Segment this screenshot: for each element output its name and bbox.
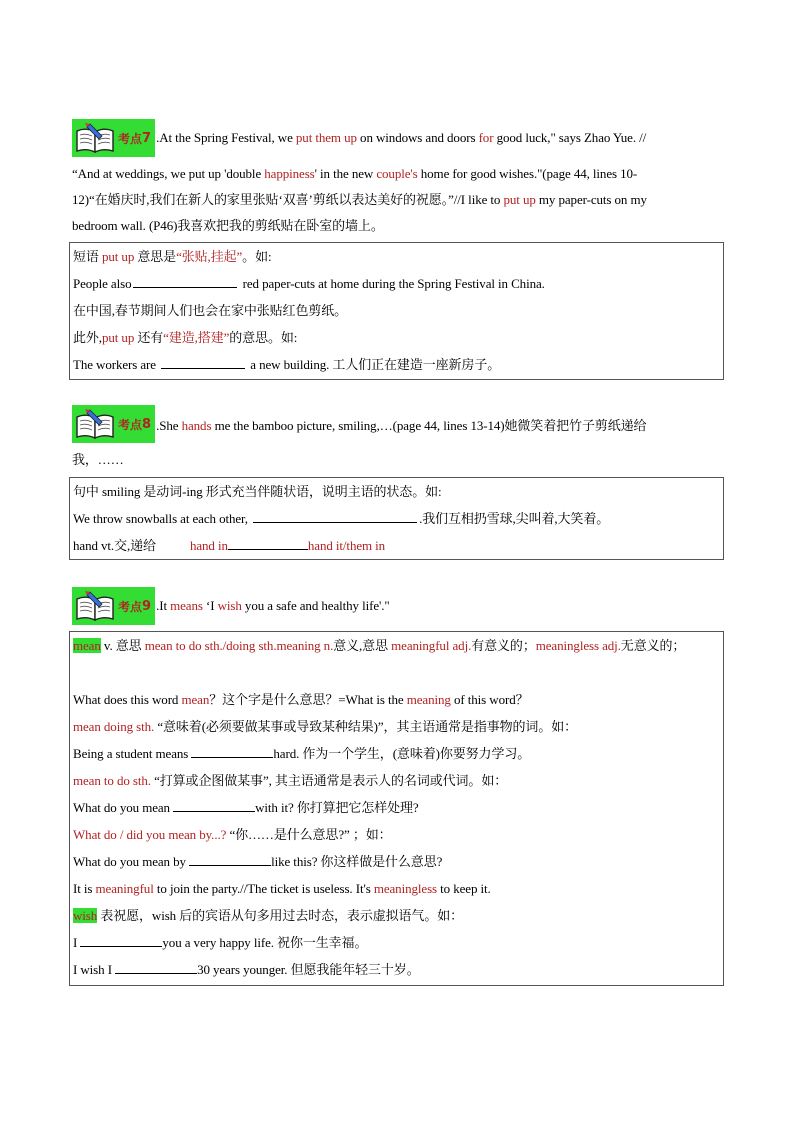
box-line: It is meaningful to join the party.//The ticket is useless. It's meaningless to keep it.: [73, 881, 491, 896]
fill-blank[interactable]: [115, 960, 197, 974]
kaodian-badge: [72, 405, 155, 443]
box-line: 短语 put up 意思是“张贴,挂起”。如:: [73, 249, 272, 264]
kaodian-8-sentence: .She hands me the bamboo picture, smiling,…(page 44, lines 13-14)她微笑着把竹子剪纸递给: [156, 417, 647, 433]
kaodian-9-sentence: .It means ‘I wish you a safe and healthy life'.": [156, 598, 390, 613]
box-line: mean doing sth. “意味着(必须要做某事或导致某种结果)”，其主语通常是指事物的词。如：: [73, 719, 578, 734]
kaodian-number: 9: [142, 598, 152, 614]
kaodian-7-paragraph: [72, 161, 724, 239]
fill-blank[interactable]: [173, 798, 255, 812]
kaodian-label: 考点: [118, 417, 143, 432]
kaodian-7-explanation-box: [69, 242, 724, 380]
box-line: What do you mean by like this? 你这样做是什么意思?: [73, 854, 443, 869]
box-line: What do / did you mean by...? “你……是什么意思?” ；如：: [73, 827, 392, 842]
kaodian-8-heading: [72, 405, 646, 443]
kaodian-9-explanation-box: [69, 631, 724, 986]
box-line: mean to do sth. “打算或企图做某事”, 其主语通常是表示人的名词或代词。如：: [73, 773, 508, 788]
fill-blank[interactable]: [253, 509, 417, 523]
book-pen-icon: [74, 407, 116, 441]
box-line: People also red paper-cuts at home during the Spring Festival in China.: [73, 276, 545, 291]
box-line: mean v. 意思 mean to do sth./doing sth.meaning n.意义,意思 meaningful adj.有意义的；meaningless adj.无意义的；: [73, 638, 686, 653]
fill-blank[interactable]: [189, 852, 271, 866]
para-line: 12)“在婚庆时,我们在新人的家里张贴‘双喜’剪纸以表达美好的祝愿。”//I like to put up my paper-cuts on my: [72, 192, 647, 207]
box-line: wish 表祝愿，wish 后的宾语从句多用过去时态，表示虚拟语气。如：: [73, 908, 464, 923]
kaodian-9-heading: [72, 587, 390, 625]
kaodian-7-sentence: .At the Spring Festival, we put them up on windows and doors for good luck," says Zhao Yue. //: [156, 130, 647, 145]
box-line: What do you mean with it? 你打算把它怎样处理?: [73, 800, 419, 815]
box-line: 句中 smiling 是动词-ing 形式充当伴随状语，说明主语的状态。如:: [73, 484, 442, 499]
kaodian-badge: [72, 119, 155, 157]
box-line: I wish I 30 years younger. 但愿我能年轻三十岁。: [73, 962, 420, 977]
fill-blank[interactable]: [80, 933, 162, 947]
book-pen-icon: [74, 121, 116, 155]
box-line: 在中国,春节期间人们也会在家中张贴红色剪纸。: [73, 303, 348, 318]
kaodian-8-paragraph: [72, 447, 724, 473]
fill-blank[interactable]: [228, 536, 308, 550]
kaodian-8-explanation-box: [69, 477, 724, 560]
fill-blank[interactable]: [191, 744, 273, 758]
box-line: What does this word mean？这个字是什么意思？=What is the meaning of this word？: [73, 692, 529, 707]
para-line: bedroom wall. (P46)我喜欢把我的剪纸贴在卧室的墙上。: [72, 218, 384, 233]
book-pen-icon: [74, 589, 116, 623]
kaodian-number: 8: [142, 416, 152, 432]
fill-blank[interactable]: [161, 355, 245, 369]
kaodian-badge: [72, 587, 155, 625]
para-line: “And at weddings, we put up 'double happiness' in the new couple's home for good wishes."(page 44, lines 10-: [72, 166, 638, 181]
box-line: The workers are a new building. 工人们正在建造一座新房子。: [73, 357, 501, 372]
kaodian-number: 7: [142, 130, 152, 146]
kaodian-7-heading: [72, 119, 646, 157]
kaodian-label: 考点: [118, 131, 143, 146]
box-line: 此外,put up 还有“建造,搭建”的意思。如:: [73, 330, 298, 345]
para-line: 我，……: [72, 452, 124, 467]
box-line: hand vt.交,递给 hand in hand it/them in: [73, 538, 386, 553]
fill-blank[interactable]: [133, 274, 237, 288]
kaodian-label: 考点: [118, 599, 143, 614]
box-line: We throw snowballs at each other, .我们互相扔雪球,尖叫着,大笑着。: [73, 511, 610, 526]
box-line: I you a very happy life. 祝你一生幸福。: [73, 935, 368, 950]
box-line: Being a student means hard. 作为一个学生，(意味着)你要努力学习。: [73, 746, 531, 761]
